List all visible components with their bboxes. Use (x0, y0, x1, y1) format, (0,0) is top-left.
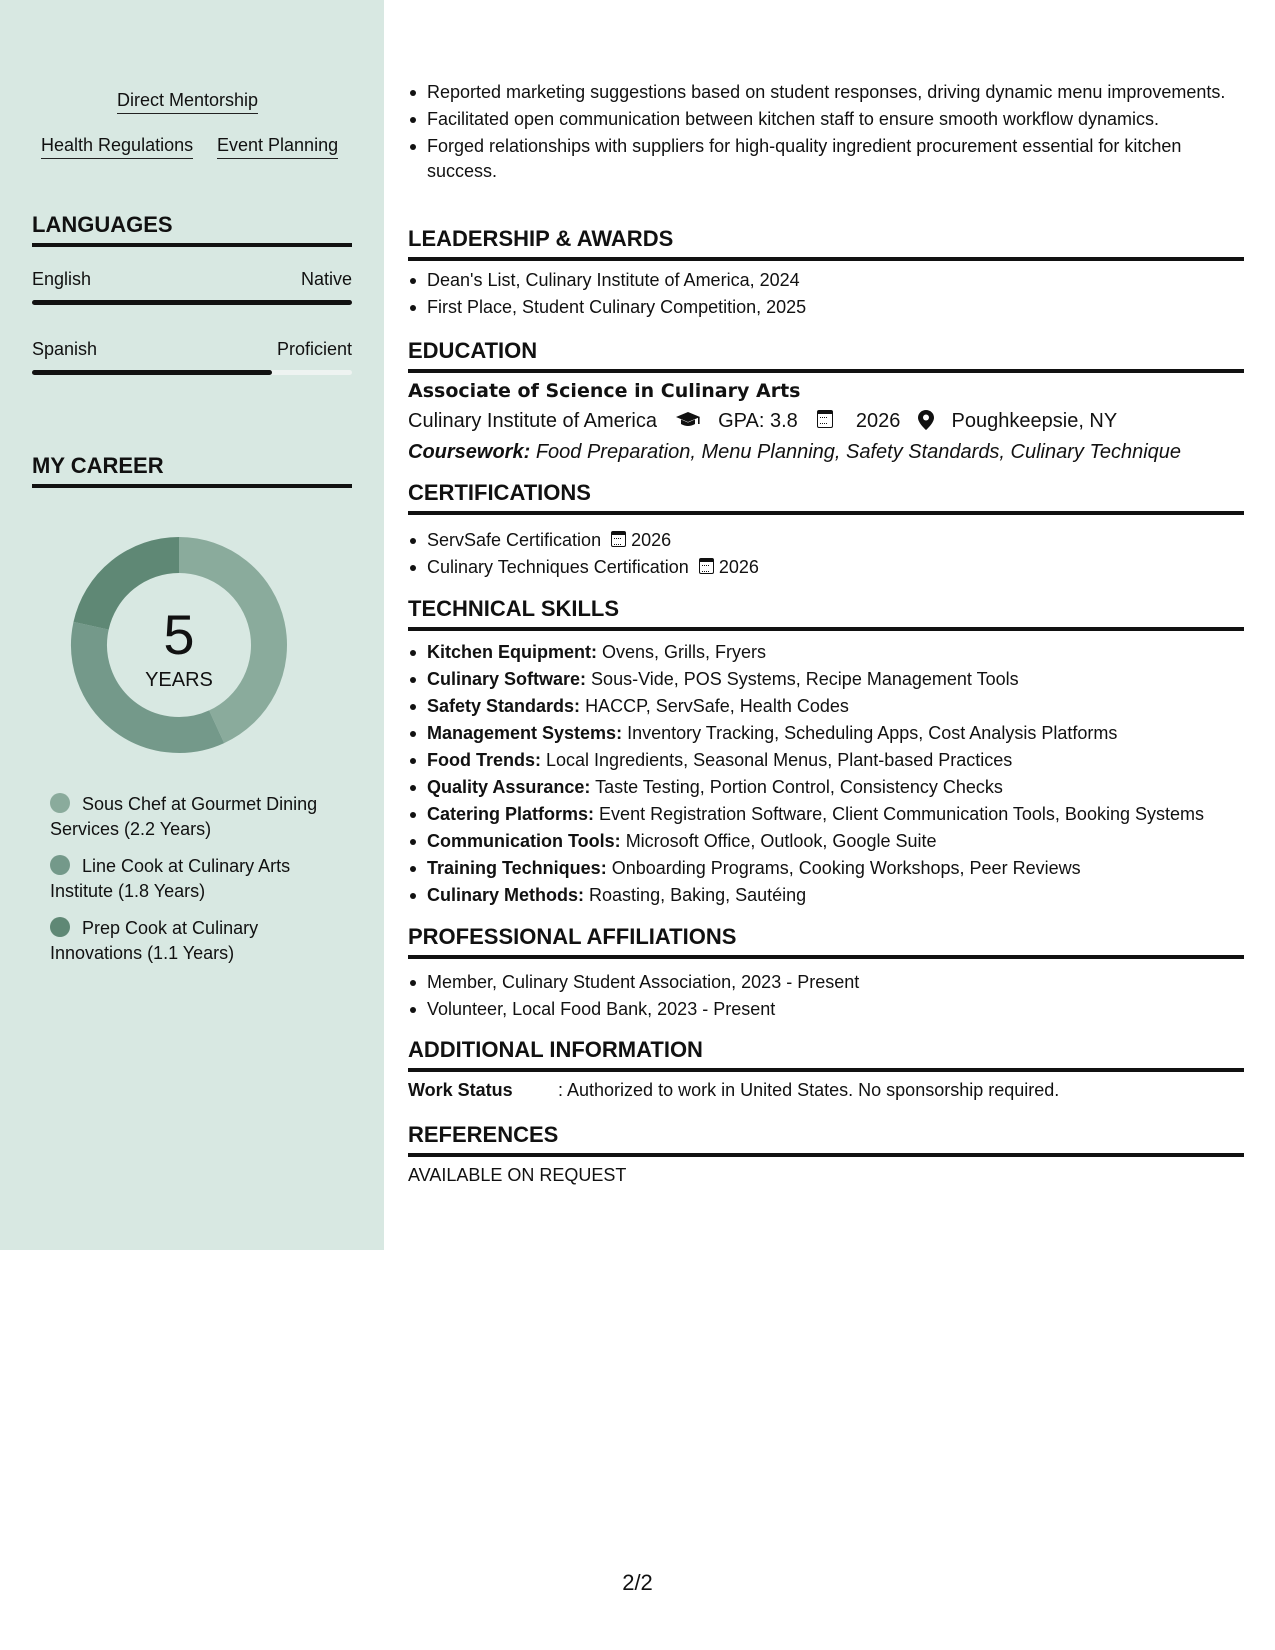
cert-year: 2026 (718, 557, 759, 577)
list-item (408, 555, 1244, 580)
skill-label: Management Systems: (427, 723, 623, 743)
career-unit: YEARS (145, 669, 213, 691)
list-item (408, 775, 1244, 800)
cert-name: Culinary Techniques Certification (427, 557, 689, 577)
skill-label: Culinary Methods: (427, 885, 585, 905)
list-item (408, 694, 1244, 719)
skill-value: Sous-Vide, POS Systems, Recipe Management Tools (591, 669, 1019, 689)
skill-label: Food Trends: (427, 750, 541, 770)
experience-bullets (408, 80, 1244, 186)
location-pin-icon (918, 410, 934, 430)
work-status-label: Work Status (408, 1080, 513, 1100)
technical-skills-list (408, 640, 1244, 910)
affiliations-heading: PROFESSIONAL AFFILIATIONS (408, 924, 1244, 959)
languages-heading: LANGUAGES (32, 212, 352, 247)
calendar-icon (817, 410, 833, 428)
skill-tag: Event Planning (217, 134, 338, 159)
list-item (408, 883, 1244, 908)
language-name: English (32, 269, 92, 289)
career-item (50, 854, 350, 904)
list-item (408, 748, 1244, 773)
language-bar-fill (32, 300, 352, 305)
language-name: Spanish (32, 339, 98, 359)
language-bar (32, 300, 352, 305)
skill-tag: Direct Mentorship (117, 89, 258, 114)
skill-label: Training Techniques: (427, 858, 607, 878)
skill-value: Event Registration Software, Client Communication Tools, Booking Systems (599, 804, 1204, 824)
skill-value: Onboarding Programs, Cooking Workshops, Peer Reviews (611, 858, 1081, 878)
list-item: Dean's List, Culinary Institute of America, 2024 (408, 268, 1244, 293)
language-level: Proficient (276, 339, 352, 359)
list-item: Forged relationships with suppliers for high-quality ingredient procurement essential for kitchen success. (408, 134, 1244, 184)
list-item: Volunteer, Local Food Bank, 2023 - Present (408, 997, 1244, 1022)
skill-value: Microsoft Office, Outlook, Google Suite (625, 831, 937, 851)
career-item (50, 792, 350, 842)
skill-label: Kitchen Equipment: (427, 642, 597, 662)
additional-info-heading: ADDITIONAL INFORMATION (408, 1037, 1244, 1072)
legend-dot (50, 793, 70, 813)
certifications-heading: CERTIFICATIONS (408, 480, 1244, 515)
education-details (408, 408, 1117, 434)
list-item (408, 856, 1244, 881)
list-item: Member, Culinary Student Association, 2023 - Present (408, 970, 1244, 995)
location: Poughkeepsie, NY (951, 410, 1118, 432)
leadership-list (408, 268, 1244, 322)
calendar-icon (611, 531, 626, 547)
skill-value: Roasting, Baking, Sautéing (589, 885, 807, 905)
references-heading: REFERENCES (408, 1122, 1244, 1157)
list-item: First Place, Student Culinary Competition, 2025 (408, 295, 1244, 320)
language-level: Native (300, 269, 352, 289)
coursework-text: Food Preparation, Menu Planning, Safety Standards, Culinary Technique (535, 441, 1182, 463)
skill-label: Quality Assurance: (427, 777, 591, 797)
career-donut (64, 530, 294, 760)
list-item (408, 829, 1244, 854)
list-item: Facilitated open communication between kitchen staff to ensure smooth workflow dynamics. (408, 107, 1244, 132)
legend-dot (50, 855, 70, 875)
cert-year: 2026 (631, 530, 672, 550)
career-item-text: Line Cook at Culinary Arts Institute (1.8 Years) (50, 856, 291, 901)
skill-label: Safety Standards: (427, 696, 581, 716)
coursework (408, 439, 1181, 465)
career-item-text: Sous Chef at Gourmet Dining Services (2.2 Years) (50, 794, 318, 839)
list-item (408, 721, 1244, 746)
education-heading: EDUCATION (408, 338, 1244, 373)
list-item: Reported marketing suggestions based on student responses, driving dynamic menu improvements. (408, 80, 1244, 105)
skill-value: Local Ingredients, Seasonal Menus, Plant-based Practices (546, 750, 1013, 770)
career-total: 5 (163, 603, 195, 666)
skill-label: Culinary Software: (427, 669, 587, 689)
career-heading: MY CAREER (32, 453, 352, 488)
skill-value: Inventory Tracking, Scheduling Apps, Cost Analysis Platforms (627, 723, 1118, 743)
list-item (408, 640, 1244, 665)
coursework-label: Coursework: (408, 441, 531, 463)
school-name: Culinary Institute of America (408, 410, 657, 432)
degree-title: Associate of Science in Culinary Arts (408, 380, 801, 402)
career-item-text: Prep Cook at Culinary Innovations (1.1 Years) (50, 918, 259, 963)
cert-name: ServSafe Certification (427, 530, 602, 550)
calendar-icon (699, 558, 714, 574)
technical-skills-heading: TECHNICAL SKILLS (408, 596, 1244, 631)
sidebar (0, 0, 384, 1250)
leadership-heading: LEADERSHIP & AWARDS (408, 226, 1244, 261)
list-item (408, 528, 1244, 553)
work-status-row (408, 1078, 1059, 1102)
legend-dot (50, 917, 70, 937)
graduation-cap-icon (675, 411, 701, 429)
references-text: AVAILABLE ON REQUEST (408, 1165, 627, 1185)
gpa: GPA: 3.8 (718, 410, 798, 432)
skill-label: Communication Tools: (427, 831, 621, 851)
page-number: 2/2 (622, 1570, 653, 1595)
list-item (408, 667, 1244, 692)
skill-value: Taste Testing, Portion Control, Consistency Checks (595, 777, 1003, 797)
skill-value: HACCP, ServSafe, Health Codes (585, 696, 849, 716)
language-bar (32, 370, 352, 375)
graduation-year: 2026 (855, 410, 901, 432)
certifications-list (408, 528, 1244, 582)
skill-tag: Health Regulations (41, 134, 193, 159)
work-status-value: : Authorized to work in United States. No sponsorship required. (558, 1080, 1060, 1100)
language-bar-fill (32, 370, 272, 375)
list-item (408, 802, 1244, 827)
skill-value: Ovens, Grills, Fryers (602, 642, 767, 662)
affiliations-list (408, 970, 1244, 1024)
skill-label: Catering Platforms: (427, 804, 595, 824)
career-item (50, 916, 350, 966)
